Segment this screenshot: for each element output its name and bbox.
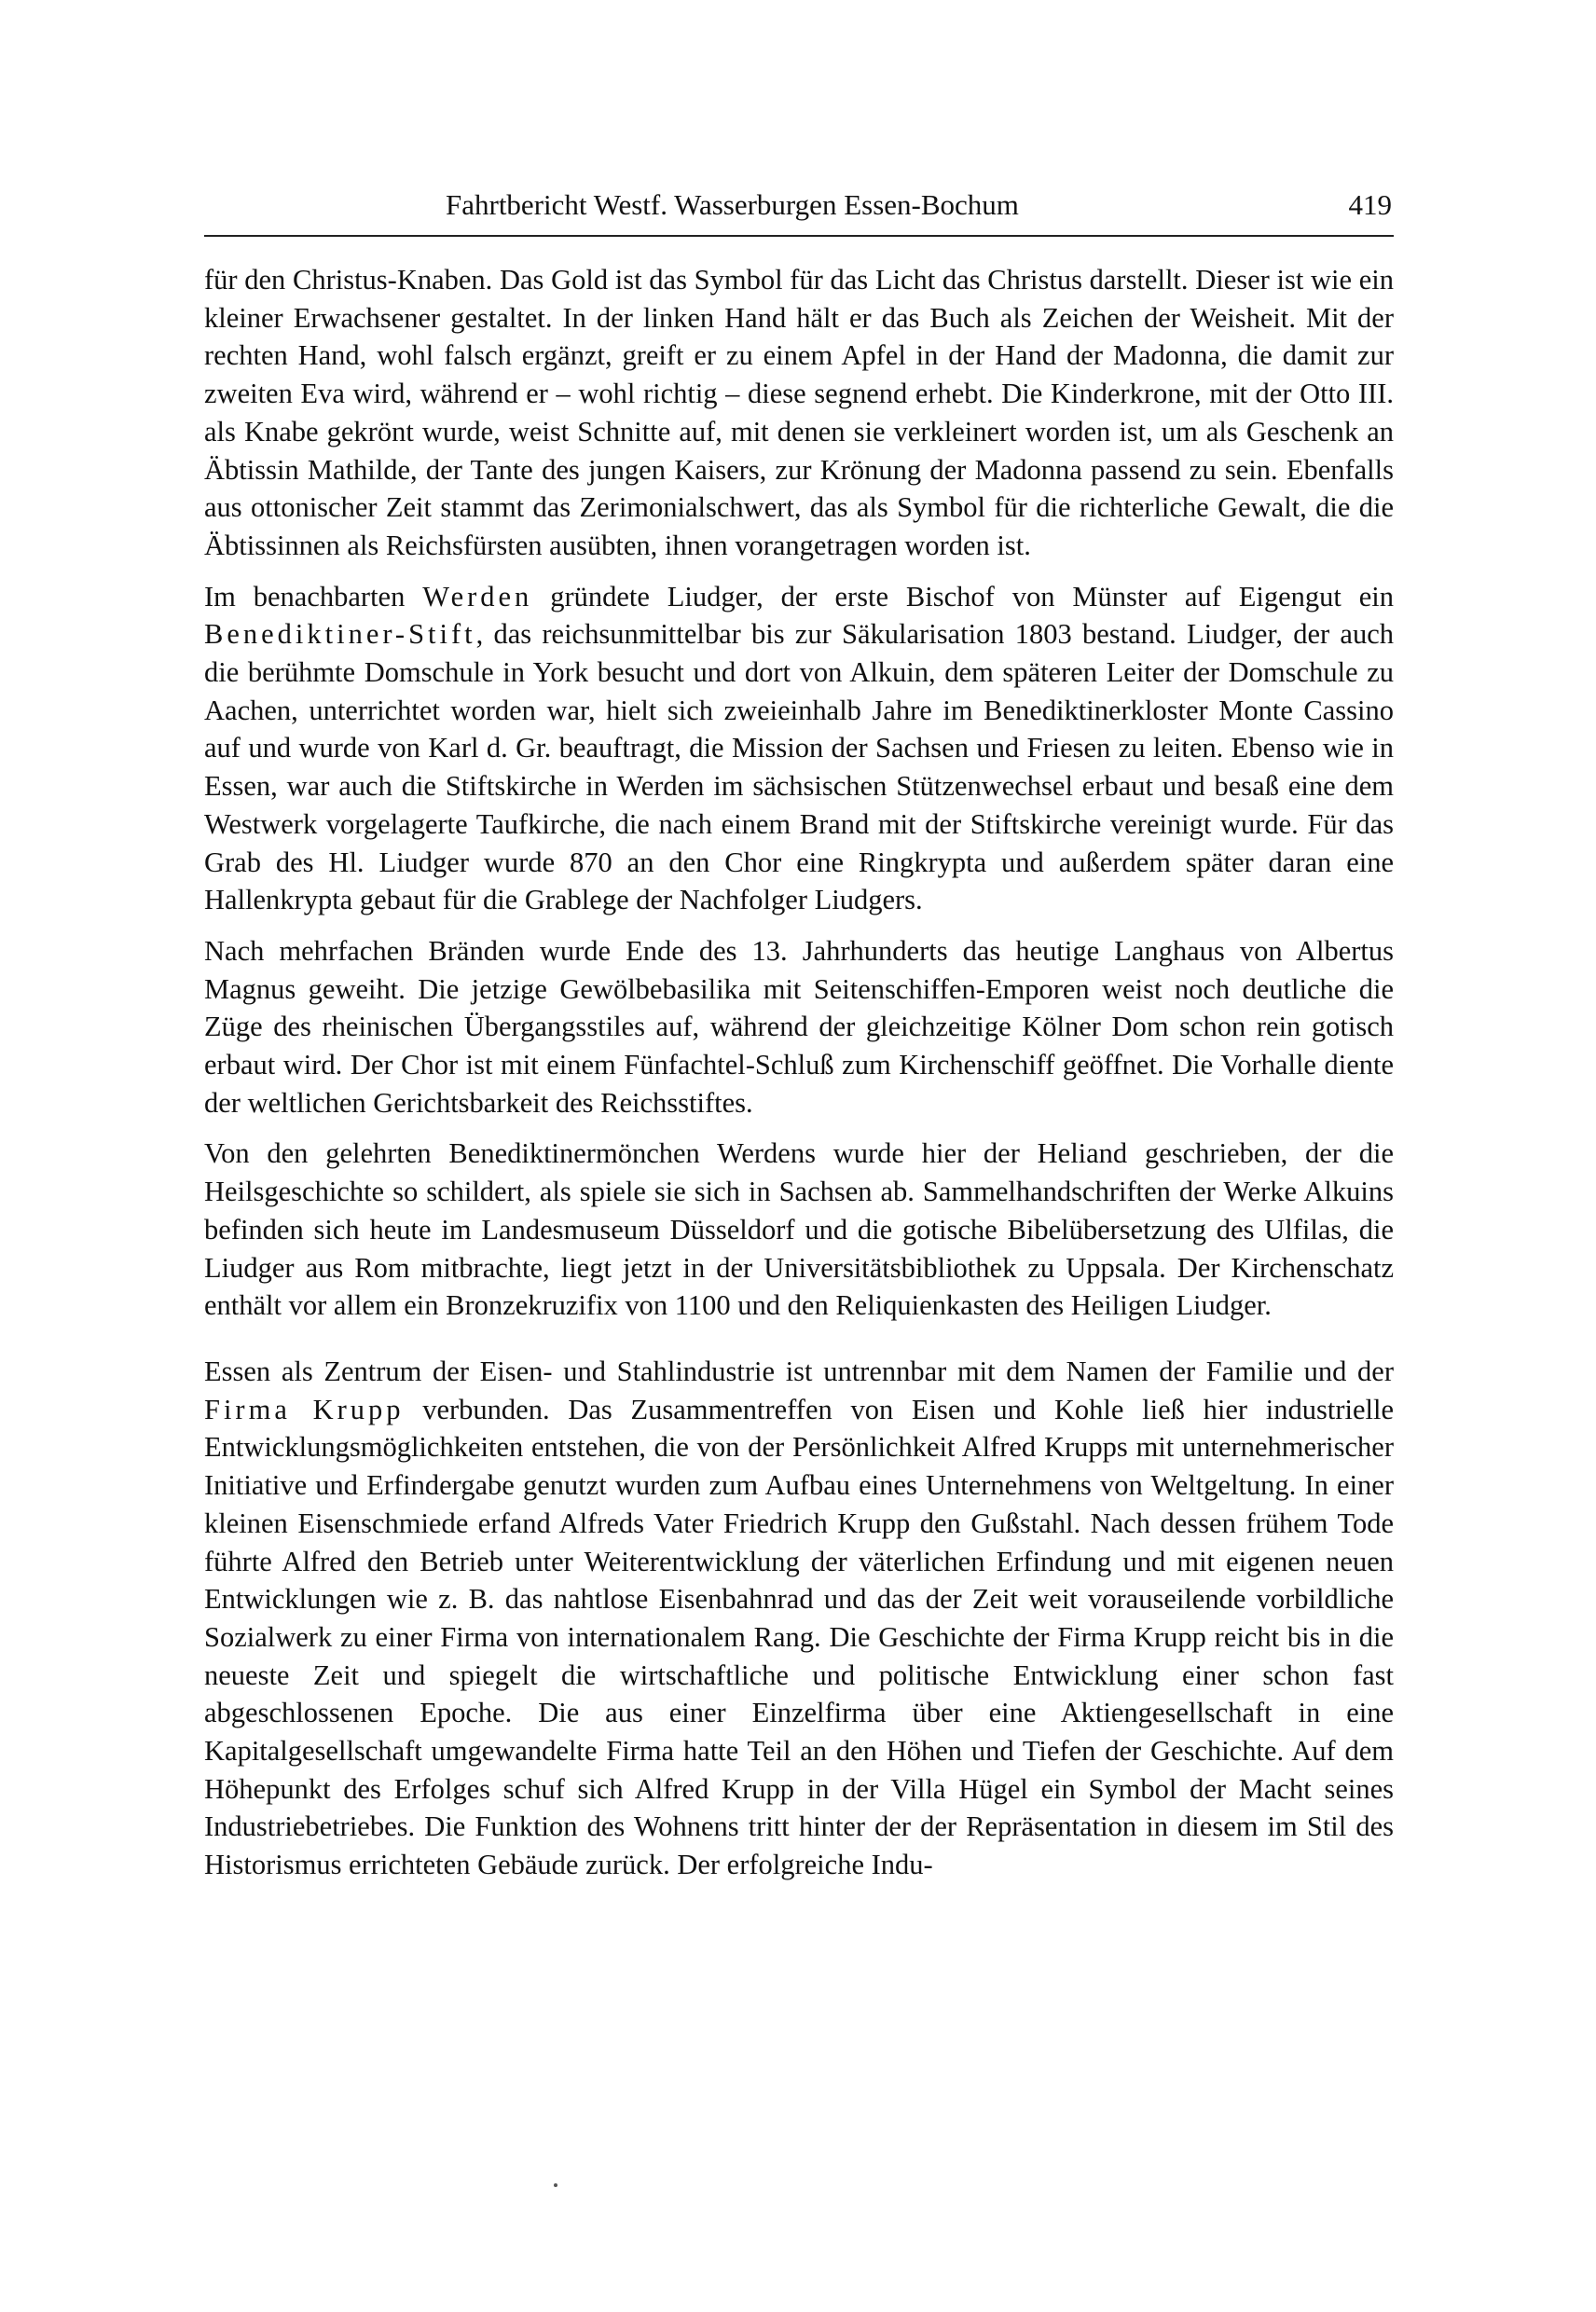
paragraph-werden <box>204 578 1394 919</box>
text-segment: verbunden. Das Zusammentreffen von Eisen und Kohle ließ hier industrielle Entwicklungsmöglichkeiten entstehen, die von der Persönlichkeit Alfred Krupps mit unternehmerischer Initiative und Erfindergabe genutzt wurden zum Aufbau eines Unternehmens von Weltgeltung. In einer kleinen Eisenschmiede erfand Alfreds Vater Friedrich Krupp den Gußstahl. Nach dessen frühem Tode führte Alfred den Betrieb unter Weiterentwicklung der väterlichen Erfindung und mit eigenen neuen Entwicklungen wie z. B. das nahtlose Eisenbahnrad und das der Zeit weit vorauseilende vorbildliche Sozialwerk zu einer Firma von internationalem Rang. Die Geschichte der Firma Krupp reicht bis in die neueste Zeit und spiegelt die wirtschaftliche und politische Entwicklung einer schon fast abgeschlossenen Epoche. Die aus einer Einzelfirma über eine Aktiengesellschaft in eine Kapitalgesellschaft umgewandelte Firma hatte Teil an den Höhen und Tiefen der Geschichte. Auf dem Höhepunkt des Erfolges schuf sich Alfred Krupp in der Villa Hügel ein Symbol der Macht seines Industriebetriebes. Die Funktion des Wohnens tritt hinter der der Repräsentation in diesem im Stil des Historismus errichteten Gebäude zurück. Der erfolgreiche Indu- <box>204 1393 1394 1881</box>
paragraph-langhaus: Nach mehrfachen Bränden wurde Ende des 13. Jahrhunderts das heutige Langhaus von Albertus Magnus geweiht. Die jetzige Gewölbebasilika mit Seitenschiffen-Emporen weist noch deutliche die Züge des rheinischen Übergangsstiles auf, während der gleichzeitige Kölner Dom schon rein gotisch erbaut wird. Der Chor ist mit einem Fünfachtel-Schluß zum Kirchenschiff geöffnet. Die Vorhalle diente der weltlichen Gerichtsbarkeit des Reichsstiftes. <box>204 934 1394 1119</box>
paragraph-krupp <box>204 1353 1394 1884</box>
text-segment: gründete Liudger, der erste Bischof von Münster auf Eigengut ein <box>532 580 1394 612</box>
paragraph-christus-knabe: für den Christus-Knaben. Das Gold ist das Symbol für das Licht das Christus darstellt. Dieser ist wie ein kleiner Erwachsener gestaltet. In der linken Hand hält er das Buch als Zeichen der Weisheit. Mit der rechten Hand, wohl falsch ergänzt, greift er zu einem Apfel in der Hand der Madonna, die damit zur zweiten Eva wird, während er – wohl richtig – diese segnend erhebt. Die Kinderkrone, mit der Otto III. als Knabe gekrönt wurde, weist Schnitte auf, mit denen sie verkleinert worden ist, um als Geschenk an Äbtissin Mathilde, der Tante des jungen Kaisers, zur Krönung der Madonna passend zu sein. Ebenfalls aus ottonischer Zeit stammt das Zerimonialschwert, das als Symbol für die richterliche Gewalt, die die Äbtissinnen als Reichsfürsten ausübten, ihnen vorangetragen worden ist. <box>204 264 1394 561</box>
spaced-term-firma-krupp: Firma Krupp <box>204 1393 405 1425</box>
text-segment: Im benachbarten <box>204 580 423 612</box>
running-head-title: Fahrtbericht Westf. Wasserburgen Essen-Bochum <box>446 188 1019 221</box>
text-segment: , das reichsunmittelbar bis zur Säkularisation 1803 bestand. Liudger, der auch die berühmte Domschule in York besucht und dort von Alkuin, dem späteren Leiter der Domschule zu Aachen, unterrichtet worden war, hielt sich zweieinhalb Jahre im Benediktinerkloster Monte Cassino auf und wurde von Karl d. Gr. beauftragt, die Mission der Sachsen und Friesen zu leiten. Ebenso wie in Essen, war auch die Stiftskirche in Werden im sächsischen Stützenwechsel erbaut und besaß eine dem Westwerk vorgelagerte Taufkirche, die nach einem Brand mit der Stiftskirche vereinigt wurde. Für das Grab des Hl. Liudger wurde 870 an den Chor eine Ringkrypta und außerdem später daran eine Hallenkrypta gebaut für die Grablege der Nachfolger Liudgers. <box>204 618 1394 916</box>
running-head <box>204 186 1394 237</box>
paragraph-heliand: Von den gelehrten Benediktinermönchen Werdens wurde hier der Heliand geschrieben, der die Heilsgeschichte so schildert, als spiele sie sich in Sachsen ab. Sammelhandschriften der Werke Alkuins befinden sich heute im Landesmuseum Düsseldorf und die gotische Bibelübersetzung des Ulfilas, die Liudger aus Rom mitbrachte, liegt jetzt in der Universitätsbibliothek zu Uppsala. Der Kirchenschatz enthält vor allem ein Bronzekruzifix von 1100 und den Reliquienkasten des Heiligen Liudger. <box>204 1137 1394 1322</box>
spaced-term-werden: Werden <box>422 580 533 612</box>
page-number: 419 <box>1348 188 1392 221</box>
page-speck <box>554 2183 557 2187</box>
page <box>204 186 1394 1897</box>
body-text <box>204 261 1394 1884</box>
spaced-term-benediktiner-stift: Benediktiner-Stift <box>204 618 476 651</box>
text-segment: Essen als Zentrum der Eisen- und Stahlindustrie ist untrennbar mit dem Namen der Familie und der <box>204 1355 1394 1387</box>
